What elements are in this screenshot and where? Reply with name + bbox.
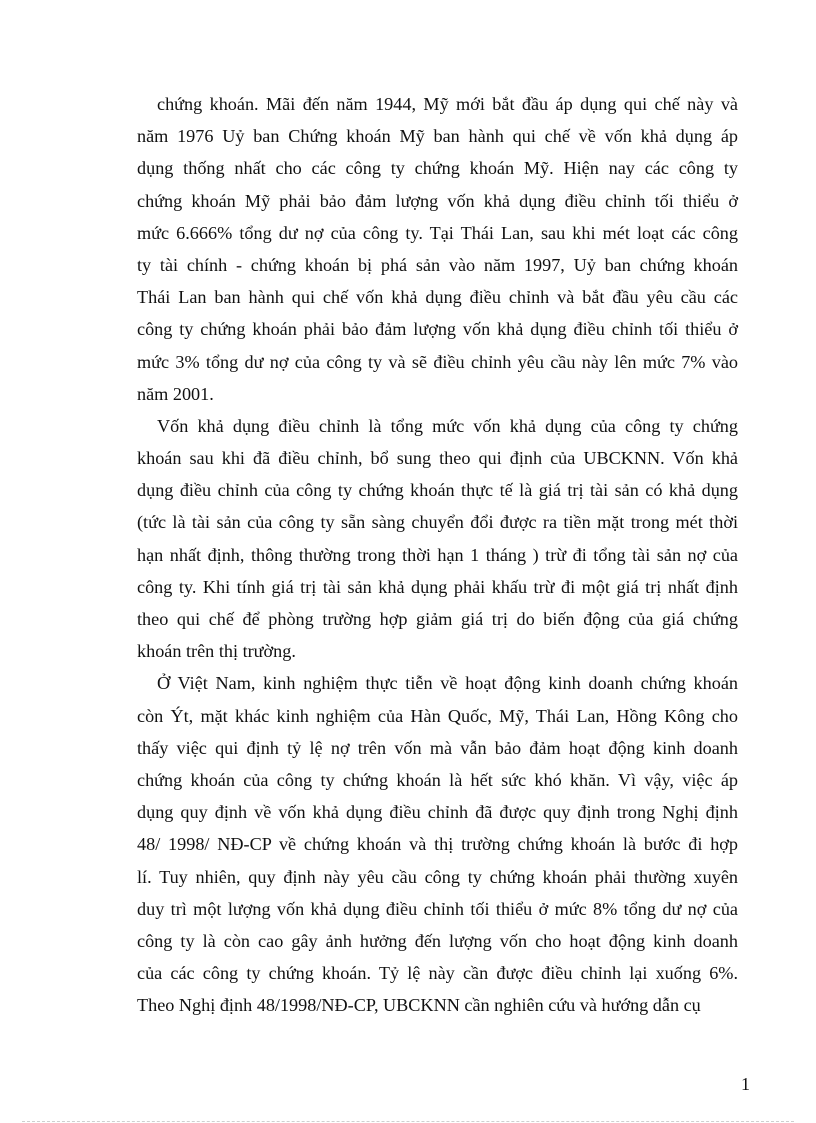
text-line: mức 6.666% tổng dư nợ của công ty. Tại Thái Lan, sau khi mét loạt các công [137, 222, 738, 243]
paragraph-1 [137, 88, 738, 410]
text-line: công ty là còn cao gây ảnh hưởng đến lượng vốn cho hoạt động kinh doanh [137, 930, 738, 951]
text-line: năm 2001. [137, 383, 214, 404]
text-line: theo qui chế để phòng trường hợp giảm giá trị do biến động của giá chứng [137, 609, 738, 629]
text-line: mức 3% tổng dư nợ của công ty và sẽ điều chỉnh yêu cầu này lên mức 7% vào [137, 351, 738, 372]
text-line: của các công ty chứng khoán. Tỷ lệ này cần được điều chỉnh lại xuống 6%. [137, 963, 738, 984]
text-line: Vốn khả dụng điều chỉnh là tổng mức vốn khả dụng của công ty chứng [157, 415, 738, 436]
text-line: khoán trên thị trường. [137, 641, 296, 662]
text-line: còn Ýt, mặt khác kinh nghiệm của Hàn Quốc, Mỹ, Thái Lan, Hồng Kông cho [137, 705, 738, 726]
page-number: 1 [741, 1074, 750, 1094]
text-line: chứng khoán. Mãi đến năm 1944, Mỹ mới bắt đầu áp dụng qui chế này và [157, 94, 738, 114]
text-line: ty tài chính - chứng khoán bị phá sản vào năm 1997, Uỷ ban chứng khoán [137, 254, 738, 275]
text-line: dụng thống nhất cho các công ty chứng khoán Mỹ. Hiện nay các công ty [137, 158, 738, 179]
body-text [137, 88, 738, 1021]
text-line: chứng khoán của công ty chứng khoán là hết sức khó khăn. Vì vậy, việc áp [137, 769, 738, 790]
text-line: Thái Lan ban hành qui chế vốn khả dụng điều chỉnh và bắt đầu yêu cầu các [137, 287, 738, 308]
text-line: hạn nhất định, thông thường trong thời hạn 1 tháng ) trừ đi tổng tài sản nợ của [137, 544, 738, 565]
text-line: công ty. Khi tính giá trị tài sản khả dụng phải khấu trừ đi một giá trị nhất định [137, 576, 738, 597]
text-line: Theo Nghị định 48/1998/NĐ-CP, UBCKNN cần nghiên cứu và hướng dẫn cụ [137, 995, 701, 1016]
text-line: năm 1976 Uỷ ban Chứng khoán Mỹ ban hành qui chế về vốn khả dụng áp [137, 126, 738, 147]
text-line: khoán sau khi đã điều chỉnh, bổ sung theo qui định của UBCKNN. Vốn khả [137, 448, 738, 469]
page-bottom-divider [22, 1121, 794, 1122]
text-line: dụng điều chỉnh của công ty chứng khoán thực tế là giá trị tài sản có khả dụng [137, 480, 738, 501]
text-line: (tức là tài sản của công ty sẵn sàng chuyển đổi được ra tiền mặt trong mét thời [137, 512, 738, 533]
text-line: chứng khoán Mỹ phải bảo đảm lượng vốn khả dụng điều chỉnh tối thiểu ở [137, 190, 738, 211]
paragraph-3 [137, 667, 738, 1021]
text-line: dụng quy định về vốn khả dụng điều chỉnh đã được quy định trong Nghị định [137, 802, 738, 823]
paragraph-2 [137, 410, 738, 668]
text-line: lí. Tuy nhiên, quy định này yêu cầu công ty chứng khoán phải thường xuyên [137, 866, 738, 887]
text-line: công ty chứng khoán phải bảo đảm lượng vốn khả dụng điều chỉnh tối thiểu ở [137, 319, 738, 340]
text-line: duy trì một lượng vốn khả dụng điều chỉnh tối thiểu ở mức 8% tổng dư nợ của [137, 898, 738, 919]
text-line: 48/ 1998/ NĐ-CP về chứng khoán và thị trường chứng khoán là bước đi hợp [137, 834, 738, 855]
text-line: Ở Việt Nam, kinh nghiệm thực tiễn về hoạt động kinh doanh chứng khoán [157, 673, 738, 694]
text-line: thấy việc qui định tỷ lệ nợ trên vốn mà vẫn bảo đảm hoạt động kinh doanh [137, 737, 738, 758]
